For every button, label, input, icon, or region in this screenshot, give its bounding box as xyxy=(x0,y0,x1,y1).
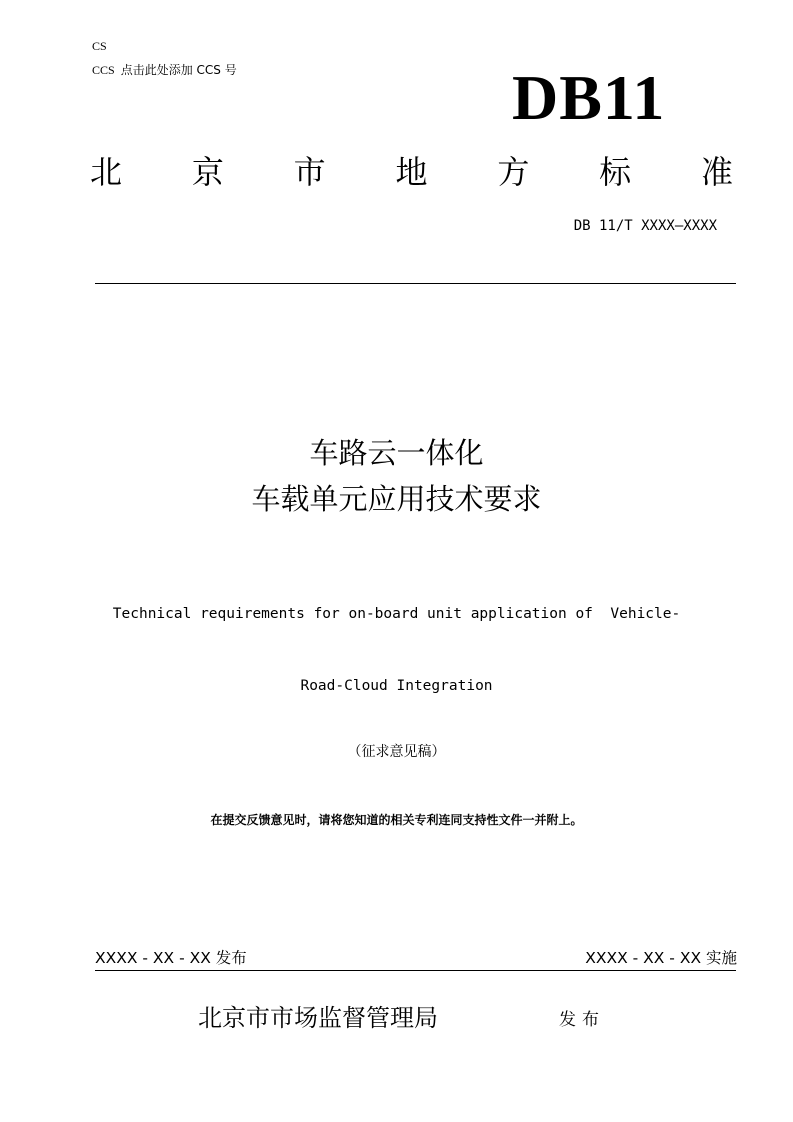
standard-type-char: 京 xyxy=(191,153,224,191)
title-english-line1: Technical requirements for on-board unit application of Vehicle- xyxy=(112,606,681,622)
standard-type-char: 方 xyxy=(497,153,530,191)
publish-date: XXXX - XX - XX 发布 xyxy=(95,949,247,967)
title-english-line2: Road-Cloud Integration xyxy=(300,678,493,694)
implement-date: XXXX - XX - XX 实施 xyxy=(585,949,737,967)
top-divider xyxy=(95,283,736,284)
ics-code: CS xyxy=(92,39,107,53)
standard-type-char: 标 xyxy=(599,153,632,191)
db-mark: DB11 xyxy=(512,62,666,133)
patent-notice: 在提交反馈意见时，请将您知道的相关专利连同支持性文件一并附上。 xyxy=(210,813,583,827)
standard-type-char: 市 xyxy=(293,153,326,191)
ccs-hint[interactable]: 点击此处添加 CCS 号 xyxy=(120,63,237,77)
bottom-divider xyxy=(95,970,736,971)
standard-type-char: 准 xyxy=(700,153,733,191)
standard-type-char: 北 xyxy=(90,153,123,191)
draft-status: （征求意见稿） xyxy=(347,744,446,760)
title-chinese-line2: 车载单元应用技术要求 xyxy=(251,482,542,516)
standard-number: DB 11/T XXXX—XXXX xyxy=(573,218,717,234)
ccs-line xyxy=(92,61,237,78)
title-chinese-line1: 车路云一体化 xyxy=(309,436,484,470)
issuer-name: 北京市市场监督管理局 xyxy=(198,1004,438,1032)
title-english xyxy=(0,554,793,722)
issuer-verb: 发布 xyxy=(559,1010,605,1030)
ccs-code: CCS xyxy=(92,63,115,77)
standard-type xyxy=(90,152,733,192)
title-chinese xyxy=(0,430,793,522)
standard-type-char: 地 xyxy=(395,153,428,191)
